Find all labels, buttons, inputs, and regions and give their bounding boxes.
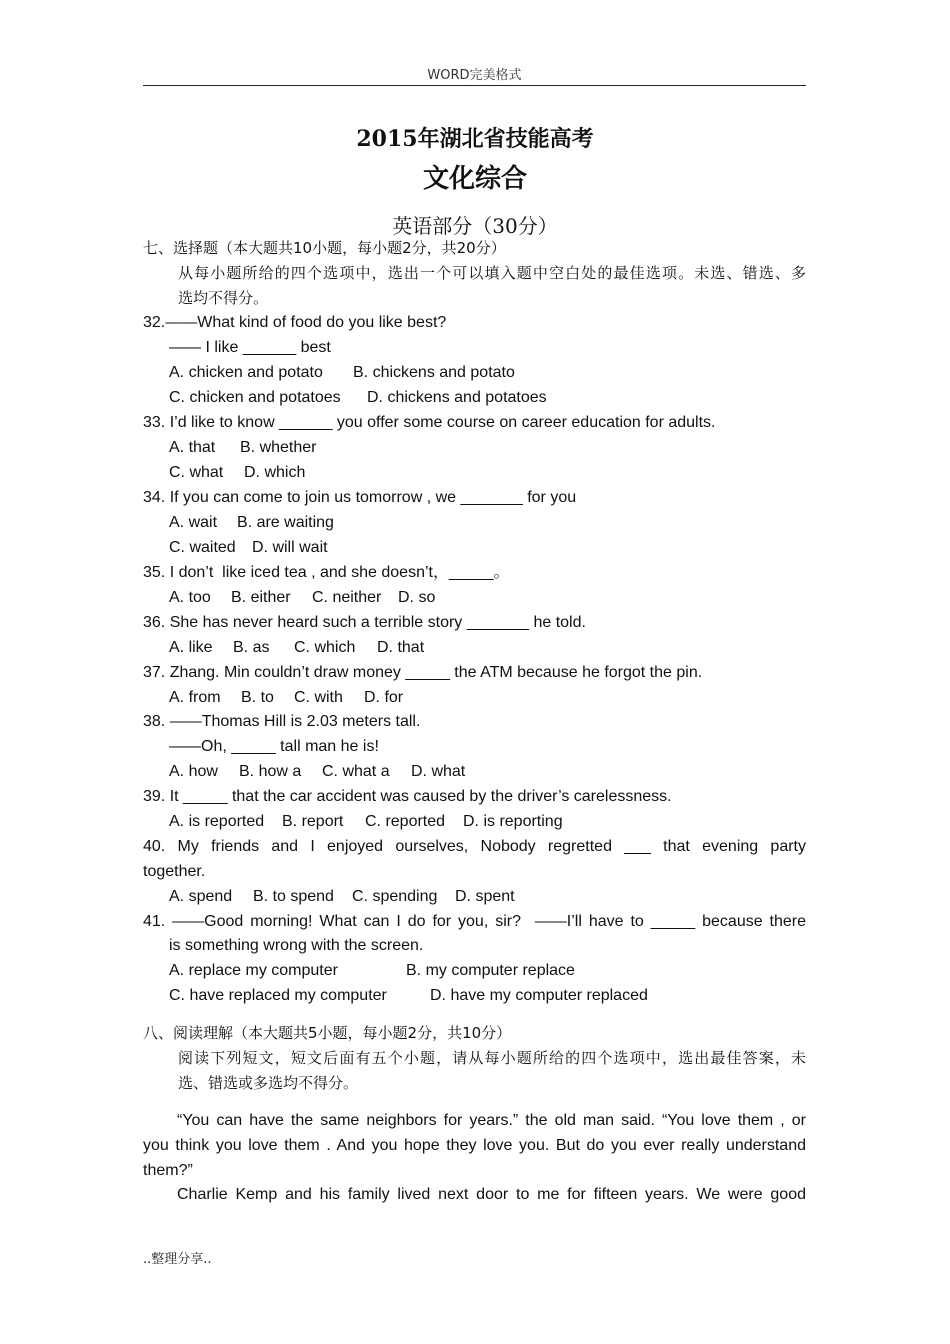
header-rule bbox=[143, 85, 806, 86]
part8-instruction-cont: 选、错选或多选均不得分。 bbox=[178, 1074, 359, 1092]
q34-option-a: A. wait bbox=[169, 514, 218, 531]
q37-option-b: B. to bbox=[241, 689, 274, 706]
page-header: WORD完美格式 bbox=[427, 68, 522, 83]
q39-stem: 39. It _____ that the car accident was caused by the driver’s carelessness. bbox=[143, 788, 672, 805]
q36-option-b: B. as bbox=[233, 639, 270, 656]
q36-option-d: D. that bbox=[377, 639, 425, 656]
q32-stem: 32.——What kind of food do you like best? bbox=[143, 314, 447, 331]
part8-heading: 八、阅读理解（本大题共5小题，每小题2分，共10分） bbox=[143, 1024, 512, 1042]
q33-option-d: D. which bbox=[244, 464, 306, 481]
q40-stem: 40. My friends and I enjoyed ourselves, Nobody regretted ___ that evening party bbox=[143, 838, 806, 855]
q34-option-b: B. are waiting bbox=[237, 514, 334, 531]
q41-stem-cont: is something wrong with the screen. bbox=[169, 937, 424, 954]
q40-option-c: C. spending bbox=[352, 888, 438, 905]
q35-option-b: B. either bbox=[231, 589, 291, 606]
q38-option-d: D. what bbox=[411, 763, 466, 780]
q38-option-c: C. what a bbox=[322, 763, 390, 780]
q39-option-c: C. reported bbox=[365, 813, 446, 830]
q40-option-d: D. spent bbox=[455, 888, 515, 905]
q35-option-d: D. so bbox=[398, 589, 436, 606]
q38-option-a: A. how bbox=[169, 763, 218, 780]
q40-stem-cont: together. bbox=[143, 863, 206, 880]
q32-option-b: B. chickens and potato bbox=[353, 364, 515, 381]
q34-stem: 34. If you can come to join us tomorrow , we _______ for you bbox=[143, 489, 577, 506]
q41-option-c: C. have replaced my computer bbox=[169, 987, 387, 1004]
part7-instruction: 从每小题所给的四个选项中，选出一个可以填入题中空白处的最佳选项。未选、错选、多 bbox=[178, 264, 806, 282]
part7-instruction-cont: 选均不得分。 bbox=[178, 289, 269, 307]
q40-option-a: A. spend bbox=[169, 888, 233, 905]
q32-option-c: C. chicken and potatoes bbox=[169, 389, 341, 406]
q35-stem: 35. I don’t like iced tea , and she doesn’t，_____。 bbox=[143, 564, 510, 581]
q33-stem: 33. I’d like to know ______ you offer some course on career education for adults. bbox=[143, 414, 716, 431]
passage-p1-line2: you think you love them . And you hope they love you. But do you ever really understand bbox=[143, 1137, 806, 1154]
q39-option-b: B. report bbox=[282, 813, 344, 830]
part7-heading: 七、选择题（本大题共10小题，每小题2分，共20分） bbox=[143, 239, 506, 257]
q41-option-a: A. replace my computer bbox=[169, 962, 338, 979]
exam-subtitle: 文化综合 bbox=[422, 164, 527, 194]
page-footer: ..整理分享.. bbox=[143, 1252, 212, 1267]
q32-stem-reply: —— I like ______ best bbox=[169, 339, 331, 356]
q38-stem-reply: ——Oh, _____ tall man he is! bbox=[169, 738, 379, 755]
q39-option-d: D. is reporting bbox=[463, 813, 563, 830]
q34-option-c: C. waited bbox=[169, 539, 236, 556]
q33-option-b: B. whether bbox=[240, 439, 317, 456]
q37-option-d: D. for bbox=[364, 689, 404, 706]
part8-instruction: 阅读下列短文，短文后面有五个小题，请从每小题所给的四个选项中，选出最佳答案，未 bbox=[178, 1049, 806, 1067]
q39-option-a: A. is reported bbox=[169, 813, 265, 830]
q38-option-b: B. how a bbox=[239, 763, 302, 780]
q35-option-a: A. too bbox=[169, 589, 211, 606]
q36-stem: 36. She has never heard such a terrible story _______ he told. bbox=[143, 614, 586, 631]
passage-p2-line1: Charlie Kemp and his family lived next door to me for fifteen years. We were good bbox=[177, 1186, 806, 1203]
q37-stem: 37. Zhang. Min couldn’t draw money _____ the ATM because he forgot the pin. bbox=[143, 664, 703, 681]
passage-p1-line3: them?” bbox=[143, 1162, 193, 1179]
q36-option-c: C. which bbox=[294, 639, 356, 656]
q32-option-d: D. chickens and potatoes bbox=[367, 389, 547, 406]
section-title: 英语部分（30分） bbox=[392, 214, 558, 238]
q37-option-a: A. from bbox=[169, 689, 221, 706]
q37-option-c: C. with bbox=[294, 689, 343, 706]
q35-option-c: C. neither bbox=[312, 589, 382, 606]
q41-option-d: D. have my computer replaced bbox=[430, 987, 648, 1004]
exam-title: 2015年湖北省技能高考 bbox=[356, 126, 594, 152]
q38-stem: 38. ——Thomas Hill is 2.03 meters tall. bbox=[143, 713, 421, 730]
passage-p1-line1: “You can have the same neighbors for years.” the old man said. “You love them , or bbox=[177, 1112, 806, 1129]
q33-option-a: A. that bbox=[169, 439, 216, 456]
q34-option-d: D. will wait bbox=[252, 539, 328, 556]
q32-option-a: A. chicken and potato bbox=[169, 364, 323, 381]
q33-option-c: C. what bbox=[169, 464, 224, 481]
q40-option-b: B. to spend bbox=[253, 888, 334, 905]
q41-stem: 41. ——Good morning! What can I do for you, sir? ——I’ll have to _____ because there bbox=[143, 913, 806, 930]
q41-option-b: B. my computer replace bbox=[406, 962, 575, 979]
q36-option-a: A. like bbox=[169, 639, 213, 656]
